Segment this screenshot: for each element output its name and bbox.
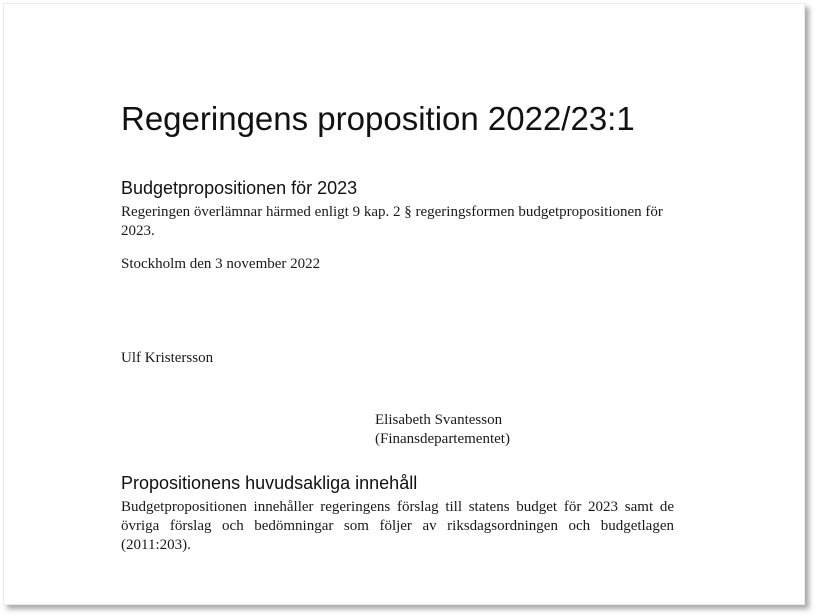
intro-paragraph: Regeringen överlämnar härmed enligt 9 kap. 2 § regeringsformen budgetpropositionen för 2023. — [121, 204, 663, 239]
document-title: Regeringens proposition 2022/23:1 — [121, 100, 635, 137]
signatory-minister-block — [375, 411, 510, 449]
place-date: Stockholm den 3 november 2022 — [121, 256, 321, 272]
document-subtitle: Budgetpropositionen för 2023 — [121, 178, 358, 198]
signatory-minister-department: (Finansdepartementet) — [375, 431, 510, 447]
signatory-minister-name: Elisabeth Svantesson — [375, 412, 503, 428]
document-page — [3, 3, 805, 605]
summary-heading: Propositionens huvudsakliga innehåll — [121, 473, 418, 493]
signatory-prime-minister: Ulf Kristersson — [121, 350, 214, 366]
summary-paragraph: Budgetpropositionen innehåller regeringens förslag till statens budget för 2023 samt de övriga förslag och bedömningar som följer av riksdagsordningen och budgetlagen (2011:203). — [121, 499, 674, 553]
